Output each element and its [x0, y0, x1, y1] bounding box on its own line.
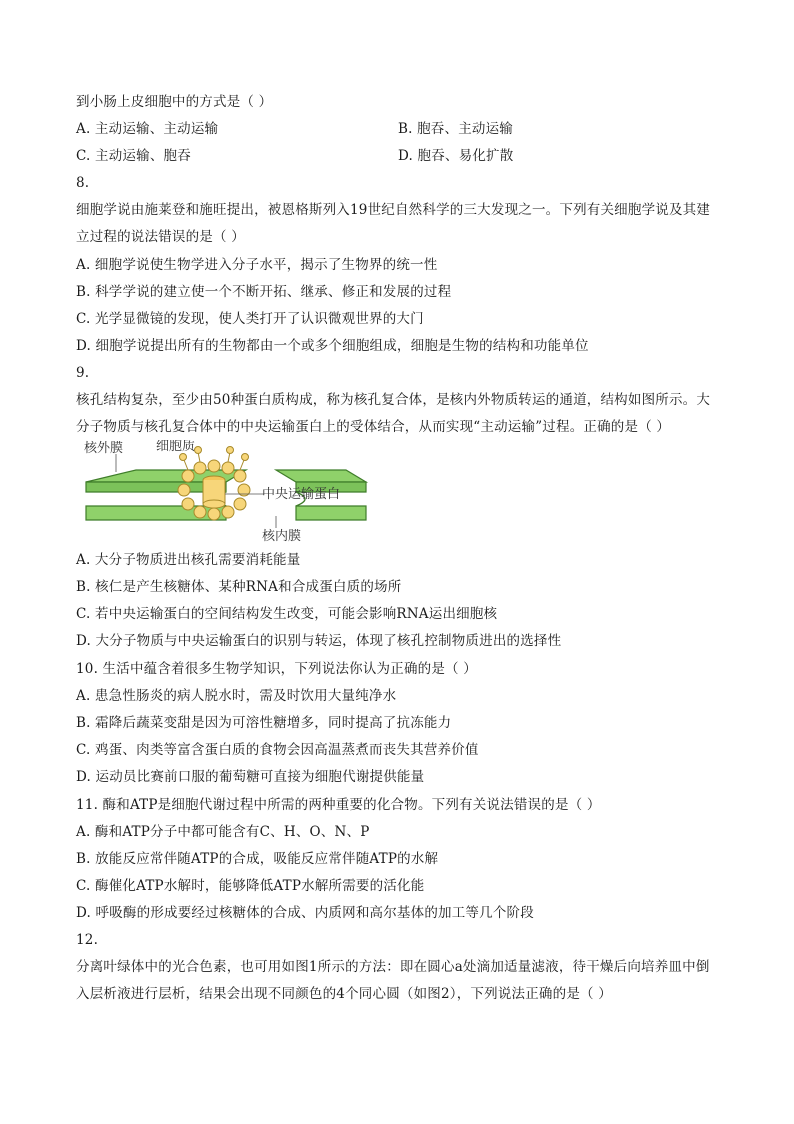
q8-option-b[interactable]: B. 科学学说的建立使一个不断开拓、继承、修正和发展的过程 — [76, 284, 452, 300]
q11-option-c[interactable]: C. 酶催化ATP水解时，能够降低ATP水解所需要的活化能 — [76, 878, 425, 894]
q10-option-c[interactable]: C. 鸡蛋、肉类等富含蛋白质的食物会因高温蒸煮而丧失其营养价值 — [76, 742, 479, 758]
q7-option-b[interactable]: B. 胞吞、主动运输 — [398, 121, 514, 137]
label-outer-membrane: 核外膜 — [84, 441, 124, 456]
q7-option-c[interactable]: C. 主动运输、胞吞 — [76, 148, 191, 164]
q11-option-a[interactable]: A. 酶和ATP分子中都可能含有C、H、O、N、P — [76, 824, 370, 840]
q12-stem-line1: 分离叶绿体中的光合色素，也可用如图1所示的方法：即在圆心a处滴加适量滤液，待干燥后向培养皿中倒 — [76, 959, 710, 975]
q9-option-b[interactable]: B. 核仁是产生核糖体、某种RNA和合成蛋白质的场所 — [76, 579, 402, 595]
q9-stem-line2: 分子物质与核孔复合体中的中央运输蛋白上的受体结合，从而实现“主动运输”过程。正确的是（ ） — [76, 419, 671, 435]
inner-membrane-right — [296, 506, 366, 520]
q7-stem: 到小肠上皮细胞中的方式是（ ） — [76, 94, 273, 110]
q9-number: 9. — [76, 365, 90, 381]
q9-option-d[interactable]: D. 大分子物质与中央运输蛋白的识别与转运，体现了核孔控制物质进出的选择性 — [76, 633, 562, 649]
q7-option-d[interactable]: D. 胞吞、易化扩散 — [398, 148, 514, 164]
q8-option-d[interactable]: D. 细胞学说提出所有的生物都由一个或多个细胞组成，细胞是生物的结构和功能单位 — [76, 338, 589, 354]
q7-option-a[interactable]: A. 主动运输、主动运输 — [76, 121, 219, 137]
q10-option-d[interactable]: D. 运动员比赛前口服的葡萄糖可直接为细胞代谢提供能量 — [76, 769, 425, 785]
q11-option-d[interactable]: D. 呼吸酶的形成要经过核糖体的合成、内质网和高尔基体的加工等几个阶段 — [76, 905, 534, 921]
q8-stem-line1: 细胞学说由施莱登和施旺提出，被恩格斯列入19世纪自然科学的三大发现之一。下列有关细胞学说及其建 — [76, 202, 711, 218]
q8-option-a[interactable]: A. 细胞学说使生物学进入分子水平，揭示了生物界的统一性 — [76, 257, 438, 273]
nuclear-pore-svg — [76, 440, 376, 558]
q10-option-a[interactable]: A. 患急性肠炎的病人脱水时，需及时饮用大量纯净水 — [76, 688, 397, 704]
q12-number: 12. — [76, 932, 99, 948]
q8-number: 8. — [76, 175, 90, 191]
q8-stem-line2: 立过程的说法错误的是（ ） — [76, 229, 245, 245]
q8-option-c[interactable]: C. 光学显微镜的发现，使人类打开了认识微观世界的大门 — [76, 311, 424, 327]
label-cytoplasm: 细胞质 — [156, 440, 196, 454]
q12-stem-line2: 入层析液进行层析，结果会出现不同颜色的4个同心圆（如图2），下列说法正确的是（ ） — [76, 986, 612, 1002]
label-inner-membrane: 核内膜 — [262, 529, 302, 544]
label-central-transport-protein: 中央运输蛋白 — [262, 487, 341, 502]
q9-stem-line1: 核孔结构复杂，至少由50种蛋白质构成，称为核孔复合体，是核内外物质转运的通道，结构如图所示。大 — [76, 392, 711, 408]
q10-option-b[interactable]: B. 霜降后蔬菜变甜是因为可溶性糖增多，同时提高了抗冻能力 — [76, 715, 452, 731]
q10-stem: 10. 生活中蕴含着很多生物学知识，下列说法你认为正确的是（ ） — [76, 661, 477, 677]
q11-stem: 11. 酶和ATP是细胞代谢过程中所需的两种重要的化合物。下列有关说法错误的是（ ） — [76, 797, 601, 813]
nuclear-pore-diagram — [76, 440, 376, 558]
q11-option-b[interactable]: B. 放能反应常伴随ATP的合成，吸能反应常伴随ATP的水解 — [76, 851, 439, 867]
q9-option-c[interactable]: C. 若中央运输蛋白的空间结构发生改变，可能会影响RNA运出细胞核 — [76, 606, 498, 622]
q9-option-a[interactable]: A. 大分子物质进出核孔需要消耗能量 — [76, 552, 301, 568]
outer-membrane-right — [276, 470, 366, 482]
